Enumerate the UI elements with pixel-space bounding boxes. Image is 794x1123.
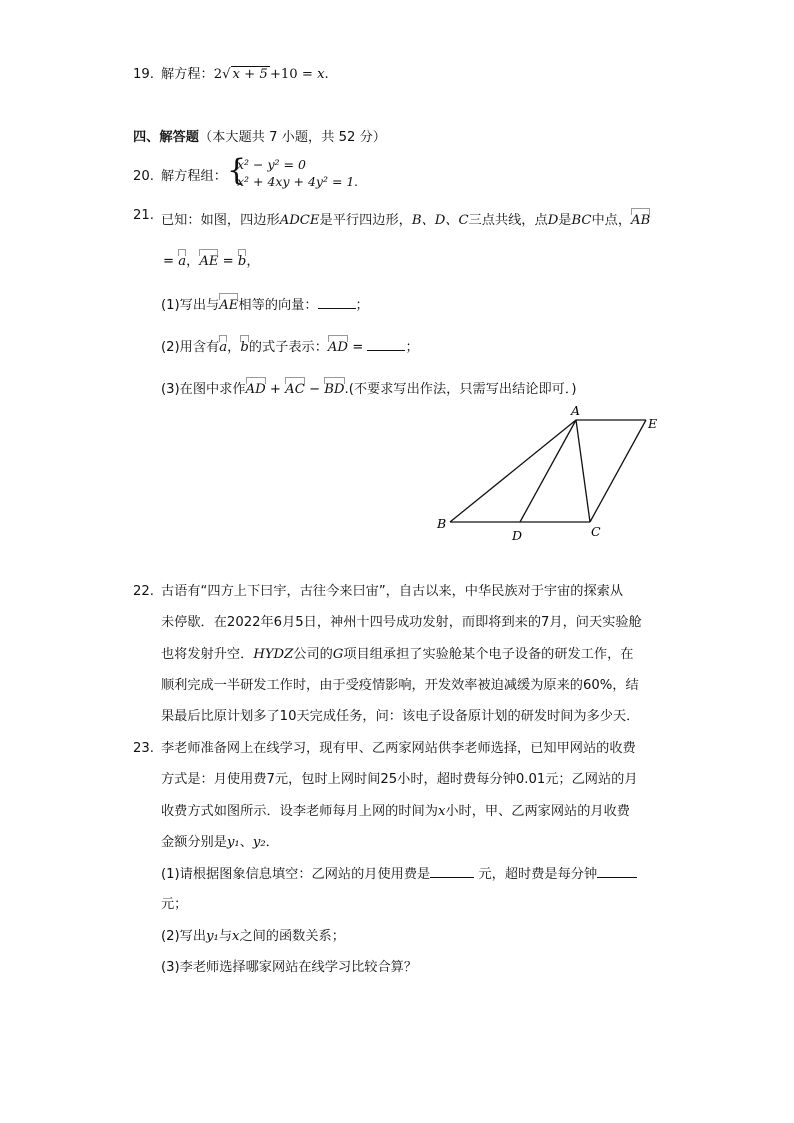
q22-text: 公司的: [293, 647, 333, 662]
q21-text: 是平行四边形，: [319, 213, 412, 228]
q23-part1-cont: 元；: [161, 897, 188, 912]
q23-part2-text: 之间的函数关系；: [239, 929, 345, 944]
vector-ad: AD: [328, 334, 348, 357]
plus-sign: +: [265, 382, 286, 397]
sqrt-symbol: √ x + 5: [222, 67, 268, 82]
q23-var-x: x: [437, 804, 446, 819]
q23-y2: y₂: [252, 835, 266, 850]
q19-var: x: [317, 67, 325, 82]
q21-eq: =: [218, 254, 238, 269]
q23-text: 小时，甲、乙两家网站的月收费: [445, 804, 630, 819]
q21-part2-text: (2)用含有: [161, 340, 220, 355]
label-b: B: [437, 516, 447, 531]
segment-ac: [576, 420, 590, 522]
q23-text: 金额分别是: [161, 835, 227, 850]
q21-part2: [161, 334, 419, 357]
segment-ec: [590, 420, 646, 522]
geometry-figure: [430, 400, 670, 550]
q21-text: 中点，: [591, 213, 632, 228]
q21-part3: [161, 376, 577, 399]
q21-part1-text: (1)写出与: [161, 298, 220, 313]
q23-text: 收费方式如图所示．设李老师每月上网的时间为: [161, 804, 438, 819]
q19-coef: 2: [213, 67, 223, 82]
vector-ac: AC: [285, 376, 305, 399]
q22-text: 也将发射升空．: [161, 647, 254, 662]
q20-eq1: x² − y² = 0: [237, 157, 306, 172]
q22-line3: [161, 646, 634, 664]
question-number-22: 22.: [133, 584, 154, 599]
q21-comma: ，: [227, 340, 241, 355]
q23-end: ．: [265, 835, 279, 850]
q23-sep: 、: [239, 835, 253, 850]
vector-bd: BD: [324, 376, 344, 399]
question-number-21: 21.: [133, 208, 154, 223]
q21-part3-text: (3)在图中求作: [161, 382, 246, 397]
vector-ae: AE: [199, 248, 218, 271]
q20-eq2: x² + 4xy + 4y² = 1: [237, 174, 355, 189]
q23-part1-text: 元，超时费是每分钟: [474, 867, 598, 882]
q23-y1: y₁: [226, 835, 240, 850]
q23-part2-text: (2)写出: [161, 929, 207, 944]
q21-given-line1: [161, 207, 650, 230]
question-number-23: 23.: [133, 741, 154, 756]
label-c: C: [591, 524, 601, 539]
q20-end: .: [354, 174, 358, 189]
vector-b: b: [240, 334, 248, 357]
q21-eq: =: [348, 340, 368, 355]
q19-prompt: 解方程：: [161, 67, 214, 82]
q21-eq: =: [163, 254, 179, 269]
question-19: [161, 66, 329, 84]
q21-point-d: D: [547, 213, 559, 228]
answer-blank[interactable]: [597, 865, 637, 878]
q22-line5: 果最后比原计划多了10天完成任务，问：该电子设备原计划的研发时间为多少天．: [161, 709, 640, 724]
answer-blank[interactable]: [430, 865, 474, 878]
question-number-19: 19.: [133, 67, 154, 82]
q21-part2-text: 的式子表示：: [248, 340, 328, 355]
q21-part3-text: .(不要求写出作法，只需写出结论即可．): [344, 382, 577, 397]
section-note: （本大题共 7 小题，共 52 分）: [198, 130, 386, 145]
question-number-20: 20.: [133, 169, 154, 184]
label-a: A: [571, 403, 581, 418]
q23-part2-text: 与: [218, 929, 232, 944]
q23-var-x: x: [232, 929, 240, 944]
q21-part1: [161, 292, 369, 315]
vector-ab: AB: [631, 207, 650, 230]
q20-prompt: 解方程组：: [161, 169, 227, 184]
section-heading: [133, 129, 386, 147]
q23-part3: (3)李老师选择哪家网站在线学习比较合算？: [161, 960, 418, 975]
q21-text: 已知：如图，四边形: [161, 213, 280, 228]
q23-part1: [161, 865, 637, 884]
q21-part1-text: 相等的向量：: [238, 298, 318, 313]
q23-line3: [161, 803, 630, 821]
q21-points: B、D、C: [411, 213, 469, 228]
q21-given-line2: [163, 248, 260, 271]
q22-line4: 顺利完成一半研发工作时，由于受疫情影响，开发效率被迫减缓为原来的60%，结: [161, 678, 639, 693]
q21-segment: BC: [571, 213, 592, 228]
q21-part1-end: ；: [355, 298, 369, 313]
q21-text: 是: [558, 213, 572, 228]
vector-ae: AE: [219, 292, 238, 315]
vector-a: a: [178, 248, 186, 271]
vector-ad: AD: [246, 376, 266, 399]
minus-sign: −: [304, 382, 325, 397]
q22-group: G: [332, 647, 344, 662]
q22-line1: 古语有“四方上下曰宇，古往今来曰宙”，自古以来，中华民族对于宇宙的探索从: [161, 584, 624, 599]
q21-text: 三点共线，点: [468, 213, 548, 228]
left-brace: {: [227, 153, 247, 188]
segment-ad: [520, 420, 576, 522]
q21-part2-end: ；: [405, 340, 419, 355]
answer-blank[interactable]: [318, 296, 356, 309]
q19-radicand: x + 5: [232, 67, 268, 82]
q23-y1: y₁: [206, 929, 219, 944]
q23-line4: [161, 834, 279, 852]
segment-ab: [450, 420, 576, 522]
vector-a: a: [219, 334, 227, 357]
section-title: 四、解答题: [133, 130, 199, 145]
q19-end: .: [324, 67, 329, 82]
answer-blank[interactable]: [367, 338, 405, 351]
q23-part1-text: (1)请根据图象信息填空：乙网站的月使用费是: [161, 867, 431, 882]
q22-company: HYDZ: [253, 647, 294, 662]
q23-line1: 李老师准备网上在线学习，现有甲、乙两家网站供李老师选择，已知甲网站的收费: [161, 741, 636, 756]
q23-line2: 方式是：月使用费7元，包时上网时间25小时，超时费每分钟0.01元；乙网站的月: [161, 772, 638, 787]
q21-shape: ADCE: [279, 213, 320, 228]
q22-line2: 未停歇．在2022年6月5日，神州十四号成功发射，而即将到来的7月，问天实验舱: [161, 615, 642, 630]
q22-text: 项目组承担了实验舱某个电子设备的研发工作，在: [343, 647, 634, 662]
q21-end: ，: [246, 254, 260, 269]
q23-part2: [161, 928, 345, 946]
q19-rest: +10 =: [269, 67, 318, 82]
label-e: E: [648, 416, 658, 431]
q21-comma: ，: [186, 254, 200, 269]
label-d: D: [512, 528, 523, 543]
vector-b: b: [238, 248, 246, 271]
